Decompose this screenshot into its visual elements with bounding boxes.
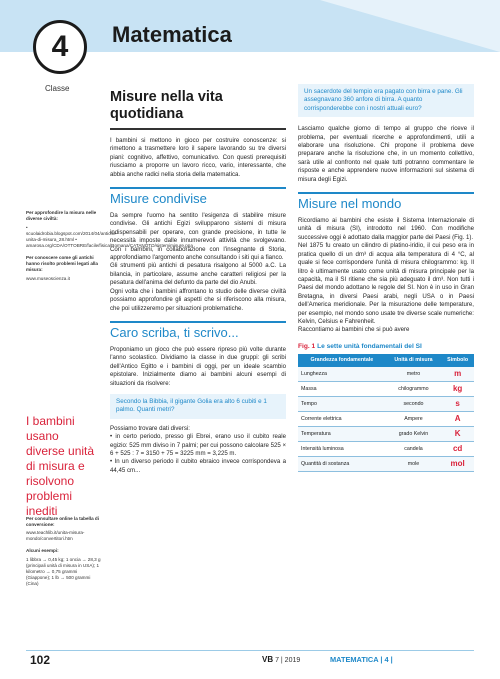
section3-paragraph-3: Raccontiamo ai bambini che si può avere	[298, 326, 410, 334]
figure-caption-text: Le sette unità fondamentali del SI	[317, 342, 422, 350]
conversion-note-3: Alcuni esempi:	[26, 548, 59, 553]
header-decoration	[320, 0, 500, 52]
conversion-link[interactable]: www.teachlib.it/unita-misura-mondo/convertitori.htm	[26, 530, 85, 541]
sidebar-highlight: I bambini usano diverse unità di misura e risolvono problemi inediti	[26, 414, 95, 518]
table-cell-symbol: cd	[441, 442, 474, 457]
table-cell-quantity: Tempo	[298, 397, 386, 412]
section2-divider	[110, 321, 286, 323]
table-header-row	[298, 354, 474, 367]
grade-badge	[33, 20, 87, 74]
table-cell-unit: secondo	[386, 397, 442, 412]
table-row	[298, 382, 474, 397]
page-number: 102	[30, 653, 51, 667]
table-row	[298, 367, 474, 382]
table-cell-quantity: Temperatura	[298, 427, 386, 442]
section1-divider	[110, 187, 286, 189]
grade-label: Classe	[45, 84, 70, 93]
section3-heading: Misure nel mondo	[298, 196, 402, 212]
table-cell-unit: metro	[386, 367, 442, 382]
quote-box-2: Un sacerdote del tempio era pagato con birra e pane. Gli assegnavano 360 anfore di birra. A quanto corrisponderebbe con i nostri attuali euro?	[298, 84, 474, 117]
footer-brand: VB	[262, 655, 274, 664]
table-cell-unit: Ampere	[386, 412, 442, 427]
table-cell-symbol: s	[441, 397, 474, 412]
table-cell-symbol: m	[441, 367, 474, 382]
section1-paragraph-2: Gli strumenti più antichi di pesatura risalgono al 5000 a.C. La bilancia, in particolare, assume anche caratteri religiosi per la pesatura dell'anima del defunto da parte del dio Anubi.	[110, 262, 286, 287]
table-cell-unit: mole	[386, 457, 442, 472]
si-units-table	[298, 354, 474, 473]
footer-divider	[26, 650, 474, 651]
table-header-quantity: Grandezza fondamentale	[298, 354, 386, 367]
footer-section: MATEMATICA | 4 |	[330, 655, 393, 664]
section3-paragraph-2: Nel 1875 fu creato un cilindro di platino-iridio, il cui peso era in pratica quello di un dm³ di acqua alla temperatura di 4 °C, al quale si fece corrispondere l'unità di misura chilogrammo: kg. Il litro è ultimamente usato come unità di misura principale per la capacità, ma il SI ritiene che sia più adeguato il dm³. Non tutti i Paesi del mondo adottano le regole del SI. Non è in uso in Gran Bretagna, in diversi Paesi arabi, negli USA o in Paesi dell'America meridionale. Per la misurazione delle temperature, per esempio, nel mondo sono usate tre diverse scale numeriche: Kelvin, Celsius e Fahrenheit.	[298, 242, 474, 325]
section3-divider	[298, 192, 474, 194]
col2-paragraph-1: Lasciamo qualche giorno di tempo al gruppo che riceve il problema, per eventuali ricerche e approfondimenti, utili a elaborare una risoluzione. Chi propone il problema deve preparare anche la risoluzione che, in un momento collettivo, sarà utile al confronto nel quale tutti potranno commentare le risposte e anche apprendere nuove informazioni sul sistema di misura degli Egizi.	[298, 125, 474, 183]
table-cell-quantity: Massa	[298, 382, 386, 397]
section2-bullet-2: • In un diverso periodo il cubito ebraico invece corrispondeva a 44,45 cm...	[110, 458, 286, 474]
table-header-unit: Unità di misura	[386, 354, 442, 367]
resources-note-2: • scuolaidrobia.blogspot.com/2014/04/antiche-unita-di-misura_28.html • amarosa.org/CDA/OTTOBRE/facile/fisica/Romana/CATANOTO/sistemimisure.ppa	[26, 225, 193, 248]
section2-heading: Caro scriba, ti scrivo...	[110, 324, 239, 340]
conversion-note-4: 1 libbra → 0,45 kg; 1 oncia → 28,3 g (principali unità di misura in USA); 1 kilometro → 0,75 grammi (Giappone); 1 lb → 500 grammi (Cina)	[26, 557, 101, 586]
table-cell-unit: chilogrammo	[386, 382, 442, 397]
sidebar-conversion	[26, 516, 102, 587]
table-cell-quantity: Corrente elettrica	[298, 412, 386, 427]
table-cell-unit: candela	[386, 442, 442, 457]
table-row	[298, 442, 474, 457]
section3-paragraph-1: Ricordiamo ai bambini che esiste il Sistema Internazionale di unità di misura (SI), introdotto nel 1960. Con modifiche successive oggi è adottato dalla maggior parte dei Paesi (Fig. 1).	[298, 217, 474, 241]
column-1	[110, 137, 286, 475]
title-divider	[110, 128, 286, 130]
section1-heading: Misure condivise	[110, 191, 207, 207]
conversion-note-1: Per consultare online la tabella di conversione:	[26, 516, 100, 527]
sidebar-resources	[26, 210, 193, 282]
resources-link[interactable]: www.museoscienza.it	[26, 276, 70, 281]
table-cell-quantity: Lunghezza	[298, 367, 386, 382]
subject-title: Matematica	[112, 22, 232, 47]
table-row	[298, 412, 474, 427]
article-title: Misure nella vita quotidiana	[110, 89, 223, 122]
intro-paragraph: I bambini si mettono in gioco per costruire conoscenze: si rimettono a trasmettere loro il sapere lavorando su tre diversi piani: cognitivo, affettivo, comunicativo. Con questi prerequisiti riusciamo a proporre un lavoro ricco, vario, interessante, che abbia anche radici nella storia della matematica.	[110, 137, 286, 178]
table-cell-symbol: A	[441, 412, 474, 427]
resources-note-1: Per approfondire la misura nelle diverse civiltà:	[26, 210, 97, 221]
grade-number: 4	[51, 30, 69, 63]
section1-paragraph-1: Da sempre l'uomo ha sentito l'esigenza di stabilire misure condivise. Gli antichi Egizi svilupparono sistemi di misura indispensabili per operare, con grande precisione, in tutte le necessità imposte dalle innumerevoli attività che svolgevano. Con i bambini, in collaborazione con l'insegnante di Storia, approfondiamo l'argomento anche consultando i siti qui a fianco.	[110, 212, 286, 262]
table-header-symbol: Simbolo	[441, 354, 474, 367]
quote-box-1: Secondo la Bibbia, il gigante Golia era alto 6 cubiti e 1 palmo. Quanti metri?	[110, 394, 286, 419]
table-row	[298, 427, 474, 442]
table-row	[298, 457, 474, 472]
table-cell-symbol: mol	[441, 457, 474, 472]
column-2	[298, 84, 474, 472]
table-cell-symbol: K	[441, 427, 474, 442]
footer-issue	[262, 655, 300, 664]
table-cell-unit: grado Kelvin	[386, 427, 442, 442]
table-cell-quantity: Intensità luminosa	[298, 442, 386, 457]
section2-bullet-1: • in certo periodo, presso gli Ebrei, erano uso il cubito reale egizio: 525 mm diviso in 7 palmi; per cui possono calcolare 525 × 6 + 525 : 7 = 3150 + 75 = 3225 mm = 3,225 m.	[110, 433, 286, 457]
resources-note-3: Per conoscere come gli antichi hanno risolto problemi legati alla misura:	[26, 255, 98, 272]
section1-paragraph-3: Ogni volta che i bambini affrontano lo studio delle diverse civiltà possiamo approfondire gli aspetti che si riferiscono alla misura, che poi utilizzeremo per situazioni problematiche.	[110, 287, 286, 312]
table-cell-symbol: kg	[441, 382, 474, 397]
section2-paragraph-2: Possiamo trovare dati diversi:	[110, 424, 190, 432]
footer-issue-text: 7 | 2019	[275, 657, 301, 664]
figure-caption	[298, 343, 474, 350]
section2-paragraph-1: Proponiamo un gioco che può essere ripreso più volte durante l'anno scolastico. Dividiamo la classe in due gruppi: gli scribi dell'Antico Egitto e i bambini di oggi, per un ideale scambio epistolare. Inizialmente diamo ai bambini alcuni esempi di situazioni da risolvere:	[110, 345, 286, 387]
figure-number: Fig. 1	[298, 342, 316, 350]
table-row	[298, 397, 474, 412]
table-cell-quantity: Quantità di sostanza	[298, 457, 386, 472]
